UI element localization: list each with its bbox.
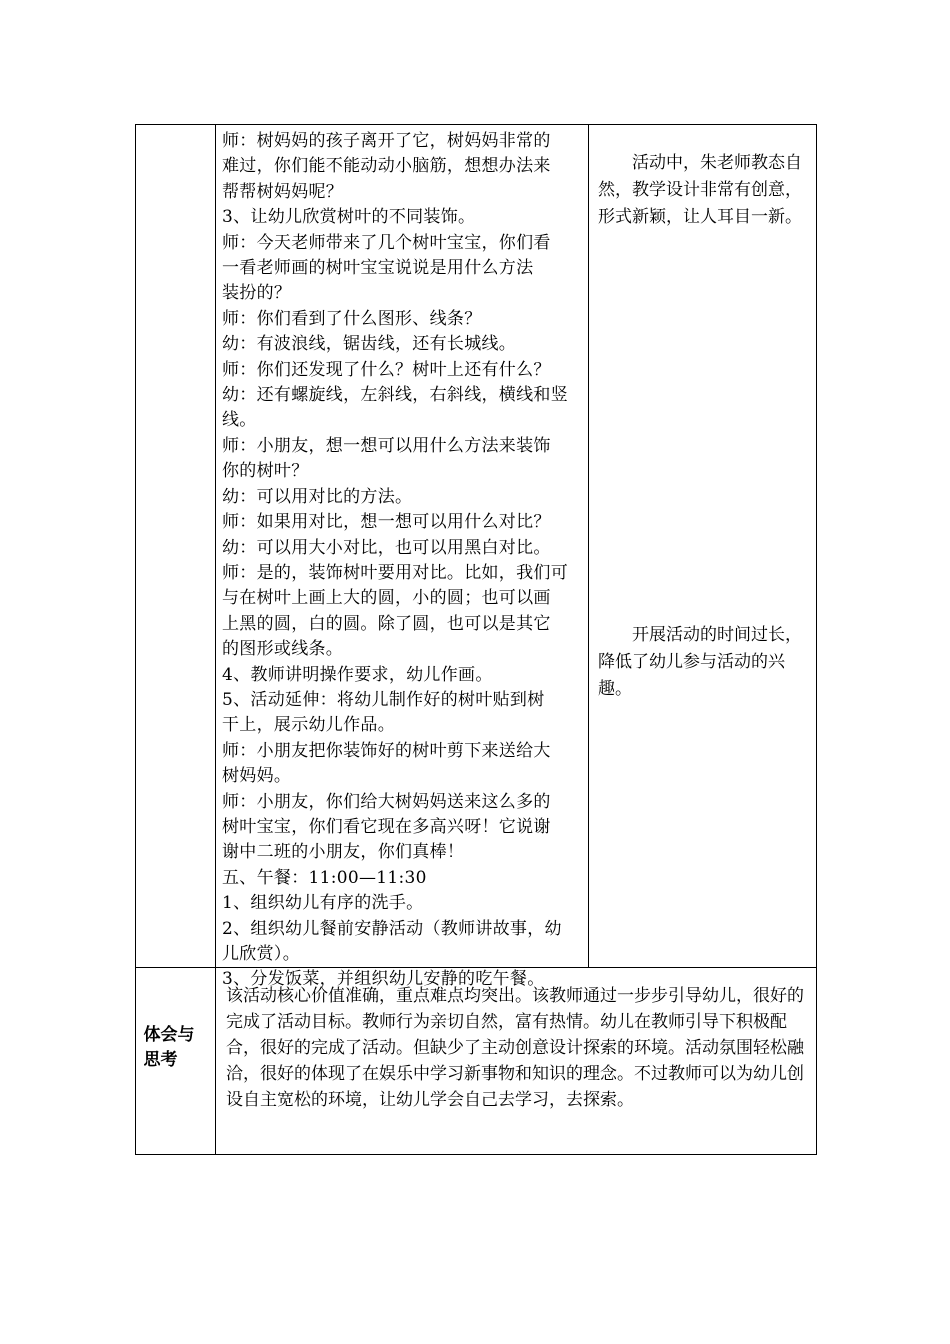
- process-line: 难过，你们能不能动动小脑筋，想想办法来: [222, 156, 551, 177]
- process-line: 干上，展示幼儿作品。: [222, 715, 395, 736]
- process-line: 你的树叶？: [222, 461, 309, 482]
- process-line: 五、午餐：11:00—11:30: [222, 867, 427, 888]
- process-line: 幼：可以用大小对比，也可以用黑白对比。: [222, 537, 551, 558]
- observation-table: [135, 124, 817, 1155]
- process-text: [216, 125, 588, 990]
- process-row: [136, 125, 817, 968]
- process-line: 4、教师讲明操作要求，幼儿作画。: [222, 664, 493, 685]
- process-line: 幼：还有螺旋线，左斜线，右斜线，横线和竖: [222, 385, 568, 406]
- process-line: 谢中二班的小朋友，你们真棒！: [222, 842, 465, 863]
- process-line: 师：树妈妈的孩子离开了它，树妈妈非常的: [222, 131, 551, 151]
- process-cell: [216, 125, 589, 990]
- reflection-cell: [216, 968, 817, 1155]
- process-line: 师：你们还发现了什么？树叶上还有什么？: [222, 359, 551, 380]
- process-line: 3、分发饭菜，并组织幼儿安静的吃午餐。: [222, 969, 545, 990]
- process-line: 幼：有波浪线，锯齿线，还有长城线。: [222, 334, 517, 355]
- process-line: 树叶宝宝，你们看它现在多高兴呀！它说谢: [222, 816, 551, 837]
- process-line: 师：今天老师带来了几个树叶宝宝，你们看: [222, 232, 551, 253]
- process-line: 树妈妈。: [222, 766, 292, 787]
- process-line: 师：是的，装饰树叶要用对比。比如，我们可: [222, 562, 568, 583]
- process-line: 的图形或线条。: [222, 639, 344, 660]
- process-line: 上黑的圆，白的圆。除了圆，也可以是其它: [222, 613, 551, 634]
- evaluation-note-1: 活动中，朱老师教态自然，教学设计非常有创意，形式新颖，让人耳目一新。: [598, 153, 802, 227]
- process-line: 2、组织幼儿餐前安静活动（教师讲故事，幼: [222, 918, 562, 939]
- reflection-text: 该活动核心价值准确，重点难点均突出。该教师通过一步步引导幼儿，很好的完成了活动目标。教师行为亲切自然，富有热情。幼儿在教师引导下积极配合，很好的完成了活动。但缺少了主动创意设计探索的环境。活动氛围轻松融洽，很好的体现了在娱乐中学习新事物和知识的理念。不过教师可以为幼儿创设自主宽松的环境，让幼儿学会自己去学习，去探索。: [226, 986, 804, 1110]
- process-line: 师：小朋友把你装饰好的树叶剪下来送给大: [222, 740, 551, 761]
- process-line: 儿欣赏）。: [222, 944, 300, 964]
- process-line: 线。: [222, 410, 257, 431]
- process-line: 一看老师画的树叶宝宝说说是用什么方法: [222, 258, 534, 279]
- evaluation-cell: [589, 125, 817, 968]
- empty-label-cell: [136, 125, 216, 968]
- process-line: 装扮的？: [222, 283, 292, 304]
- process-line: 幼：可以用对比的方法。: [222, 486, 413, 507]
- process-line: 与在树叶上画上大的圆，小的圆；也可以画: [222, 588, 551, 609]
- process-line: 师：如果用对比，想一想可以用什么对比？: [222, 512, 551, 533]
- reflection-label-cell: [136, 968, 216, 1155]
- process-line: 帮帮树妈妈呢？: [222, 181, 344, 202]
- process-line: 3、让幼儿欣赏树叶的不同装饰。: [222, 207, 476, 228]
- process-line: 师：小朋友，想一想可以用什么方法来装饰: [222, 435, 551, 456]
- process-line: 师：小朋友，你们给大树妈妈送来这么多的: [222, 791, 551, 812]
- reflection-row: [136, 968, 817, 1155]
- process-line: 师：你们看到了什么图形、线条？: [222, 308, 482, 329]
- evaluation-note-2: 开展活动的时间过长，降低了幼儿参与活动的兴趣。: [598, 625, 802, 699]
- process-line: 1、组织幼儿有序的洗手。: [222, 893, 424, 914]
- process-line: 5、活动延伸：将幼儿制作好的树叶贴到树: [222, 689, 545, 710]
- reflection-label: 体会与思考: [143, 1024, 195, 1070]
